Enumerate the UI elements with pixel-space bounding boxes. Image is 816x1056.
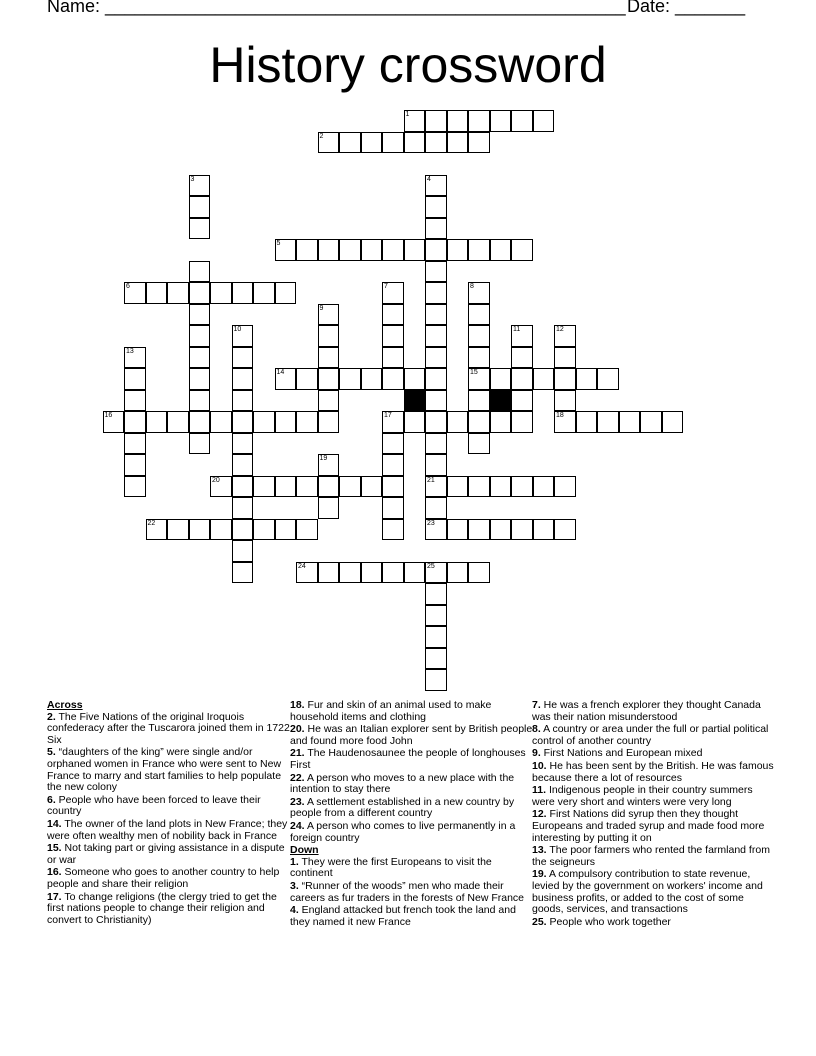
grid-cell[interactable] bbox=[275, 411, 297, 433]
clue-number: 21. bbox=[290, 747, 305, 760]
grid-cell[interactable] bbox=[576, 368, 598, 390]
grid-cell[interactable] bbox=[124, 411, 146, 433]
grid-cell[interactable] bbox=[425, 347, 447, 369]
grid-cell[interactable] bbox=[425, 368, 447, 390]
grid-cell[interactable] bbox=[468, 519, 490, 541]
clue-number-label: 6 bbox=[126, 283, 130, 290]
grid-cell[interactable] bbox=[253, 282, 275, 304]
clue-item bbox=[290, 700, 534, 723]
grid-cell[interactable] bbox=[103, 411, 125, 433]
grid-cell[interactable] bbox=[662, 411, 684, 433]
grid-cell[interactable] bbox=[554, 411, 576, 433]
grid-cell[interactable] bbox=[425, 648, 447, 670]
clue-number: 16. bbox=[47, 866, 62, 879]
grid-cell[interactable] bbox=[382, 519, 404, 541]
grid-cell[interactable] bbox=[124, 368, 146, 390]
clue-number-label: 7 bbox=[384, 283, 388, 290]
clue-text: People who have been forced to leave their country bbox=[47, 793, 261, 818]
clue-number: 1. bbox=[290, 855, 299, 868]
clue-item bbox=[290, 881, 534, 904]
grid-cell[interactable] bbox=[318, 562, 340, 584]
grid-cell[interactable] bbox=[404, 239, 426, 261]
grid-cell[interactable] bbox=[210, 476, 232, 498]
clue-number-label: 1 bbox=[405, 111, 410, 118]
grid-cell[interactable] bbox=[167, 411, 189, 433]
grid-cell[interactable] bbox=[167, 282, 189, 304]
clue-number: 18. bbox=[290, 699, 305, 711]
grid-cell[interactable] bbox=[167, 519, 189, 541]
grid-cell[interactable] bbox=[468, 390, 490, 412]
grid-cell[interactable] bbox=[447, 132, 469, 154]
clue-number-label: 12 bbox=[556, 326, 564, 333]
clue-text: The Haudenosaunee the people of longhouses First bbox=[290, 747, 526, 771]
clue-number: 20. bbox=[290, 723, 305, 736]
grid-cell[interactable] bbox=[468, 132, 490, 154]
clue-number: 4. bbox=[290, 904, 299, 917]
grid-cell[interactable] bbox=[425, 562, 447, 584]
clue-number-label: 13 bbox=[126, 347, 134, 355]
clue-number: 10. bbox=[532, 759, 547, 772]
grid-cell[interactable] bbox=[425, 110, 447, 132]
grid-cell[interactable] bbox=[253, 519, 275, 541]
clue-number-label: 15 bbox=[470, 369, 478, 376]
grid-cell[interactable] bbox=[361, 239, 383, 261]
grid-cell[interactable] bbox=[447, 110, 469, 132]
clue-number: 13. bbox=[532, 844, 547, 857]
clue-text: England attacked but french took the land and they named it new France bbox=[290, 904, 516, 928]
clue-text: He was a french explorer they thought Canada was their nation misunderstood bbox=[532, 699, 761, 723]
grid-cell[interactable] bbox=[511, 390, 533, 412]
black-cell bbox=[490, 390, 512, 412]
clue-number-label: 23 bbox=[427, 519, 435, 527]
grid-cell[interactable] bbox=[490, 239, 512, 261]
clue-number-label: 20 bbox=[212, 476, 220, 484]
grid-cell[interactable] bbox=[232, 347, 254, 369]
clue-number-label: 24 bbox=[298, 562, 306, 570]
grid-cell[interactable] bbox=[232, 325, 254, 347]
clue-number: 3. bbox=[290, 879, 299, 892]
grid-cell[interactable] bbox=[232, 519, 254, 541]
grid-cell[interactable] bbox=[339, 476, 361, 498]
grid-cell[interactable] bbox=[425, 261, 447, 283]
grid-cell[interactable] bbox=[382, 562, 404, 584]
grid-cell[interactable] bbox=[425, 411, 447, 433]
grid-cell[interactable] bbox=[468, 239, 490, 261]
grid-cell[interactable] bbox=[382, 411, 404, 433]
grid-cell[interactable] bbox=[447, 476, 469, 498]
grid-cell[interactable] bbox=[382, 368, 404, 390]
clue-number: 5. bbox=[47, 746, 56, 759]
grid-cell[interactable] bbox=[275, 368, 297, 390]
across-clues bbox=[47, 712, 291, 927]
clue-item bbox=[532, 845, 776, 868]
grid-cell[interactable] bbox=[425, 390, 447, 412]
grid-cell[interactable] bbox=[554, 476, 576, 498]
grid-cell[interactable] bbox=[490, 476, 512, 498]
grid-cell[interactable] bbox=[404, 132, 426, 154]
clue-number-label: 19 bbox=[319, 455, 328, 462]
clue-number: 14. bbox=[47, 817, 62, 830]
grid-cell[interactable] bbox=[275, 519, 297, 541]
clue-text: A person who comes to live permanently in a foreign country bbox=[290, 819, 516, 844]
grid-cell[interactable] bbox=[253, 476, 275, 498]
grid-cell[interactable] bbox=[275, 239, 297, 261]
grid-cell[interactable] bbox=[253, 411, 275, 433]
clue-item bbox=[47, 819, 291, 842]
black-cell bbox=[404, 390, 426, 412]
grid-cell[interactable] bbox=[425, 132, 447, 154]
grid-cell[interactable] bbox=[124, 282, 146, 304]
clue-number: 6. bbox=[47, 793, 56, 806]
page-title: History crossword bbox=[209, 37, 607, 93]
clue-number-label: 22 bbox=[147, 519, 156, 527]
clue-number: 2. bbox=[47, 710, 56, 723]
grid-cell[interactable] bbox=[597, 411, 619, 433]
grid-cell[interactable] bbox=[404, 562, 426, 584]
grid-cell[interactable] bbox=[382, 239, 404, 261]
grid-cell[interactable] bbox=[425, 218, 447, 240]
grid-cell[interactable] bbox=[232, 497, 254, 519]
clue-item bbox=[290, 797, 534, 820]
clue-text: “daughters of the king” were single and/or orphaned women in France who were sent to New France to marry and start families to help populate the new colony bbox=[47, 746, 282, 794]
clue-item bbox=[532, 748, 776, 760]
grid-cell[interactable] bbox=[124, 433, 146, 455]
clues-column-3 bbox=[532, 700, 776, 929]
grid-cell[interactable] bbox=[189, 218, 211, 240]
clue-number: 11. bbox=[532, 784, 547, 797]
clue-item bbox=[290, 773, 534, 796]
clue-number: 25. bbox=[532, 915, 547, 928]
grid-cell[interactable] bbox=[554, 347, 576, 369]
grid-cell[interactable] bbox=[124, 454, 146, 476]
grid-cell[interactable] bbox=[318, 132, 340, 154]
grid-cell[interactable] bbox=[189, 368, 211, 390]
grid-cell[interactable] bbox=[468, 325, 490, 347]
grid-cell[interactable] bbox=[232, 433, 254, 455]
clue-number: 17. bbox=[47, 890, 62, 903]
grid-cell[interactable] bbox=[189, 433, 211, 455]
grid-cell[interactable] bbox=[619, 411, 641, 433]
date-line: Date: _______ bbox=[627, 0, 746, 16]
grid-cell[interactable] bbox=[296, 411, 318, 433]
grid-cell[interactable] bbox=[124, 476, 146, 498]
clue-number: 8. bbox=[532, 723, 541, 736]
grid-cell[interactable] bbox=[382, 132, 404, 154]
clue-item bbox=[47, 795, 291, 818]
grid-cell[interactable] bbox=[382, 304, 404, 326]
grid-cell[interactable] bbox=[468, 476, 490, 498]
grid-cell[interactable] bbox=[318, 239, 340, 261]
grid-cell[interactable] bbox=[232, 476, 254, 498]
grid-cell[interactable] bbox=[275, 476, 297, 498]
grid-cell[interactable] bbox=[425, 282, 447, 304]
grid-cell[interactable] bbox=[597, 368, 619, 390]
clue-text: The Five Nations of the original Iroquois confederacy after the Tuscarora joined them in 1722 Six bbox=[47, 710, 290, 746]
grid-cell[interactable] bbox=[361, 132, 383, 154]
grid-cell[interactable] bbox=[425, 196, 447, 218]
grid-cell[interactable] bbox=[361, 368, 383, 390]
grid-cell[interactable] bbox=[296, 368, 318, 390]
clues-column-2 bbox=[290, 700, 534, 929]
clue-text: They were the first Europeans to visit the continent bbox=[290, 855, 492, 880]
grid-cell[interactable] bbox=[425, 454, 447, 476]
down-heading: Down bbox=[290, 844, 319, 857]
grid-cell[interactable] bbox=[425, 669, 447, 691]
clue-item bbox=[290, 905, 534, 928]
grid-cell[interactable] bbox=[339, 132, 361, 154]
clue-number-label: 5 bbox=[276, 240, 281, 247]
clue-item bbox=[47, 867, 291, 890]
clue-text: Fur and skin of an animal used to make household items and clothing bbox=[290, 699, 492, 723]
clue-text: The owner of the land plots in New France; they were often wealthy men of nobility back in France bbox=[47, 817, 288, 842]
clue-item bbox=[532, 724, 776, 747]
clue-text: A country or area under the full or partial political control of another country bbox=[532, 723, 769, 747]
clue-text: To change religions (the clergy tried to get the first nations people to change their religion and convert to Christianity) bbox=[47, 890, 277, 926]
grid-cell[interactable] bbox=[468, 433, 490, 455]
grid-cell[interactable] bbox=[189, 261, 211, 283]
grid-cell[interactable] bbox=[425, 605, 447, 627]
grid-cell[interactable] bbox=[296, 562, 318, 584]
grid-cell[interactable] bbox=[361, 476, 383, 498]
grid-cell[interactable] bbox=[425, 175, 447, 197]
grid-cell[interactable] bbox=[468, 347, 490, 369]
clue-item bbox=[47, 712, 291, 747]
grid-cell[interactable] bbox=[468, 411, 490, 433]
clue-text: First Nations did syrup then they thought Europeans and traded syrup and made food more interesting by putting it on bbox=[532, 808, 765, 844]
grid-cell[interactable] bbox=[533, 519, 555, 541]
grid-cell[interactable] bbox=[404, 368, 426, 390]
across-clues-continued bbox=[290, 700, 534, 844]
grid-cell[interactable] bbox=[468, 304, 490, 326]
grid-cell[interactable] bbox=[189, 175, 211, 197]
clue-text: He has been sent by the British. He was famous because there a lot of resources bbox=[532, 759, 774, 784]
grid-cell[interactable] bbox=[490, 411, 512, 433]
grid-cell[interactable] bbox=[447, 411, 469, 433]
grid-cell[interactable] bbox=[468, 562, 490, 584]
grid-cell[interactable] bbox=[425, 476, 447, 498]
grid-cell[interactable] bbox=[296, 239, 318, 261]
clue-text: Not taking part or giving assistance in a dispute or war bbox=[47, 842, 285, 866]
down-clues bbox=[290, 857, 534, 929]
grid-cell[interactable] bbox=[146, 519, 168, 541]
grid-cell[interactable] bbox=[511, 239, 533, 261]
grid-cell[interactable] bbox=[511, 519, 533, 541]
clue-number: 12. bbox=[532, 808, 547, 821]
grid-cell[interactable] bbox=[511, 476, 533, 498]
clue-text: Someone who goes to another country to help people and share their religion bbox=[47, 866, 280, 890]
grid-cell[interactable] bbox=[382, 282, 404, 304]
grid-cell[interactable] bbox=[382, 497, 404, 519]
grid-cell[interactable] bbox=[361, 562, 383, 584]
grid-cell[interactable] bbox=[533, 476, 555, 498]
grid-cell[interactable] bbox=[533, 368, 555, 390]
clue-number-label: 11 bbox=[513, 326, 521, 333]
grid-cell[interactable] bbox=[210, 519, 232, 541]
grid-cell[interactable] bbox=[232, 540, 254, 562]
clue-number-label: 3 bbox=[190, 175, 195, 183]
grid-cell[interactable] bbox=[447, 562, 469, 584]
grid-cell[interactable] bbox=[189, 347, 211, 369]
grid-cell[interactable] bbox=[554, 519, 576, 541]
grid-cell[interactable] bbox=[318, 390, 340, 412]
grid-cell[interactable] bbox=[468, 282, 490, 304]
grid-cell[interactable] bbox=[124, 390, 146, 412]
clue-number-label: 4 bbox=[427, 175, 431, 183]
grid-cell[interactable] bbox=[425, 583, 447, 605]
grid-cell[interactable] bbox=[533, 110, 555, 132]
grid-cell[interactable] bbox=[189, 411, 211, 433]
grid-cell[interactable] bbox=[189, 519, 211, 541]
grid-cell[interactable] bbox=[318, 368, 340, 390]
grid-cell[interactable] bbox=[318, 497, 340, 519]
grid-cell[interactable] bbox=[232, 562, 254, 584]
grid-cell[interactable] bbox=[232, 390, 254, 412]
grid-cell[interactable] bbox=[189, 325, 211, 347]
grid-cell[interactable] bbox=[425, 325, 447, 347]
clue-number-label: 18 bbox=[556, 412, 564, 419]
grid-cell[interactable] bbox=[232, 411, 254, 433]
grid-cell[interactable] bbox=[382, 347, 404, 369]
grid-cell[interactable] bbox=[318, 347, 340, 369]
clue-number-label: 25 bbox=[427, 562, 435, 570]
grid-cell[interactable] bbox=[490, 368, 512, 390]
clue-text: He was an Italian explorer sent by British people and found more food John bbox=[290, 723, 533, 747]
grid-cell[interactable] bbox=[468, 110, 490, 132]
grid-cell[interactable] bbox=[232, 282, 254, 304]
grid-cell[interactable] bbox=[511, 325, 533, 347]
clue-number: 9. bbox=[532, 747, 541, 760]
clue-number-label: 16 bbox=[104, 412, 113, 419]
grid-cell[interactable] bbox=[382, 476, 404, 498]
grid-cell[interactable] bbox=[124, 347, 146, 369]
grid-cell[interactable] bbox=[318, 454, 340, 476]
clue-number-label: 9 bbox=[319, 304, 324, 312]
grid-cell[interactable] bbox=[511, 411, 533, 433]
grid-cell[interactable] bbox=[382, 433, 404, 455]
grid-cell[interactable] bbox=[404, 110, 426, 132]
grid-cell[interactable] bbox=[210, 282, 232, 304]
clue-item bbox=[532, 809, 776, 844]
grid-cell[interactable] bbox=[468, 368, 490, 390]
grid-cell[interactable] bbox=[339, 368, 361, 390]
grid-cell[interactable] bbox=[189, 196, 211, 218]
clue-number: 15. bbox=[47, 842, 62, 855]
clue-number-label: 8 bbox=[470, 283, 474, 290]
grid-cell[interactable] bbox=[382, 325, 404, 347]
clue-number: 22. bbox=[290, 771, 305, 784]
grid-cell[interactable] bbox=[404, 411, 426, 433]
clue-item bbox=[290, 748, 534, 771]
clue-item bbox=[290, 821, 534, 844]
grid-cell[interactable] bbox=[554, 390, 576, 412]
clue-number: 24. bbox=[290, 819, 305, 832]
grid-cell[interactable] bbox=[339, 562, 361, 584]
grid-cell[interactable] bbox=[339, 239, 361, 261]
grid-cell[interactable] bbox=[146, 282, 168, 304]
grid-cell[interactable] bbox=[425, 433, 447, 455]
grid-cell[interactable] bbox=[318, 476, 340, 498]
clue-text: A person who moves to a new place with the intention to stay there bbox=[290, 771, 515, 796]
clue-number-label: 17 bbox=[384, 412, 392, 419]
clue-text: First Nations and European mixed bbox=[540, 747, 703, 760]
grid-cell[interactable] bbox=[425, 304, 447, 326]
grid-cell[interactable] bbox=[511, 368, 533, 390]
grid-cell[interactable] bbox=[232, 454, 254, 476]
grid-cell[interactable] bbox=[490, 110, 512, 132]
clue-item bbox=[532, 700, 776, 723]
grid-cell[interactable] bbox=[425, 239, 447, 261]
grid-cell[interactable] bbox=[640, 411, 662, 433]
clue-text: A settlement established in a new country by people from a different country bbox=[290, 795, 515, 820]
grid-cell[interactable] bbox=[490, 519, 512, 541]
clue-number-label: 14 bbox=[276, 369, 285, 376]
grid-cell[interactable] bbox=[554, 325, 576, 347]
clue-text: A compulsory contribution to state revenue, levied by the government on workers' income and business profits, or added to the cost of some goods, services, and transactions bbox=[532, 868, 763, 916]
clue-item bbox=[532, 785, 776, 808]
grid-cell[interactable] bbox=[189, 390, 211, 412]
grid-cell[interactable] bbox=[447, 519, 469, 541]
clue-text: People who work together bbox=[546, 915, 671, 928]
grid-cell[interactable] bbox=[576, 411, 598, 433]
clue-text: Indigenous people in their country summers were very short and winters were very long bbox=[532, 784, 753, 808]
clue-number-label: 10 bbox=[233, 326, 242, 333]
clue-number: 7. bbox=[532, 699, 541, 711]
clue-item bbox=[532, 761, 776, 784]
name-line: Name: ____________________________________________________ bbox=[47, 0, 626, 16]
grid-cell[interactable] bbox=[275, 282, 297, 304]
clue-number-label: 2 bbox=[319, 132, 324, 140]
grid-cell[interactable] bbox=[447, 239, 469, 261]
grid-cell[interactable] bbox=[189, 304, 211, 326]
clue-number: 23. bbox=[290, 795, 305, 808]
clue-item bbox=[290, 857, 534, 880]
grid-cell[interactable] bbox=[511, 110, 533, 132]
grid-cell[interactable] bbox=[296, 519, 318, 541]
grid-cell[interactable] bbox=[296, 476, 318, 498]
clue-text: The poor farmers who rented the farmland from the seigneurs bbox=[532, 844, 770, 868]
across-heading: Across bbox=[47, 699, 83, 711]
clue-item bbox=[47, 843, 291, 866]
clues-column-1 bbox=[47, 700, 291, 927]
grid-cell[interactable] bbox=[425, 497, 447, 519]
clue-number-label: 21 bbox=[427, 476, 435, 484]
clue-item bbox=[47, 747, 291, 793]
clue-text: “Runner of the woods” men who made their careers as fur traders in the forests of New France bbox=[290, 879, 525, 904]
clue-number: 19. bbox=[532, 868, 547, 881]
grid-cell[interactable] bbox=[318, 411, 340, 433]
grid-cell[interactable] bbox=[210, 411, 232, 433]
grid-cell[interactable] bbox=[425, 626, 447, 648]
grid-cell[interactable] bbox=[318, 325, 340, 347]
clue-item bbox=[290, 724, 534, 747]
grid-cell[interactable] bbox=[318, 304, 340, 326]
clue-item bbox=[532, 917, 776, 929]
grid-cell[interactable] bbox=[425, 519, 447, 541]
grid-cell[interactable] bbox=[146, 411, 168, 433]
down-clues-continued bbox=[532, 700, 776, 928]
grid-cell[interactable] bbox=[232, 368, 254, 390]
grid-cell[interactable] bbox=[189, 282, 211, 304]
clue-item bbox=[532, 869, 776, 915]
grid-cell[interactable] bbox=[382, 454, 404, 476]
grid-cell[interactable] bbox=[554, 368, 576, 390]
clue-item bbox=[47, 892, 291, 927]
grid-cell[interactable] bbox=[511, 347, 533, 369]
